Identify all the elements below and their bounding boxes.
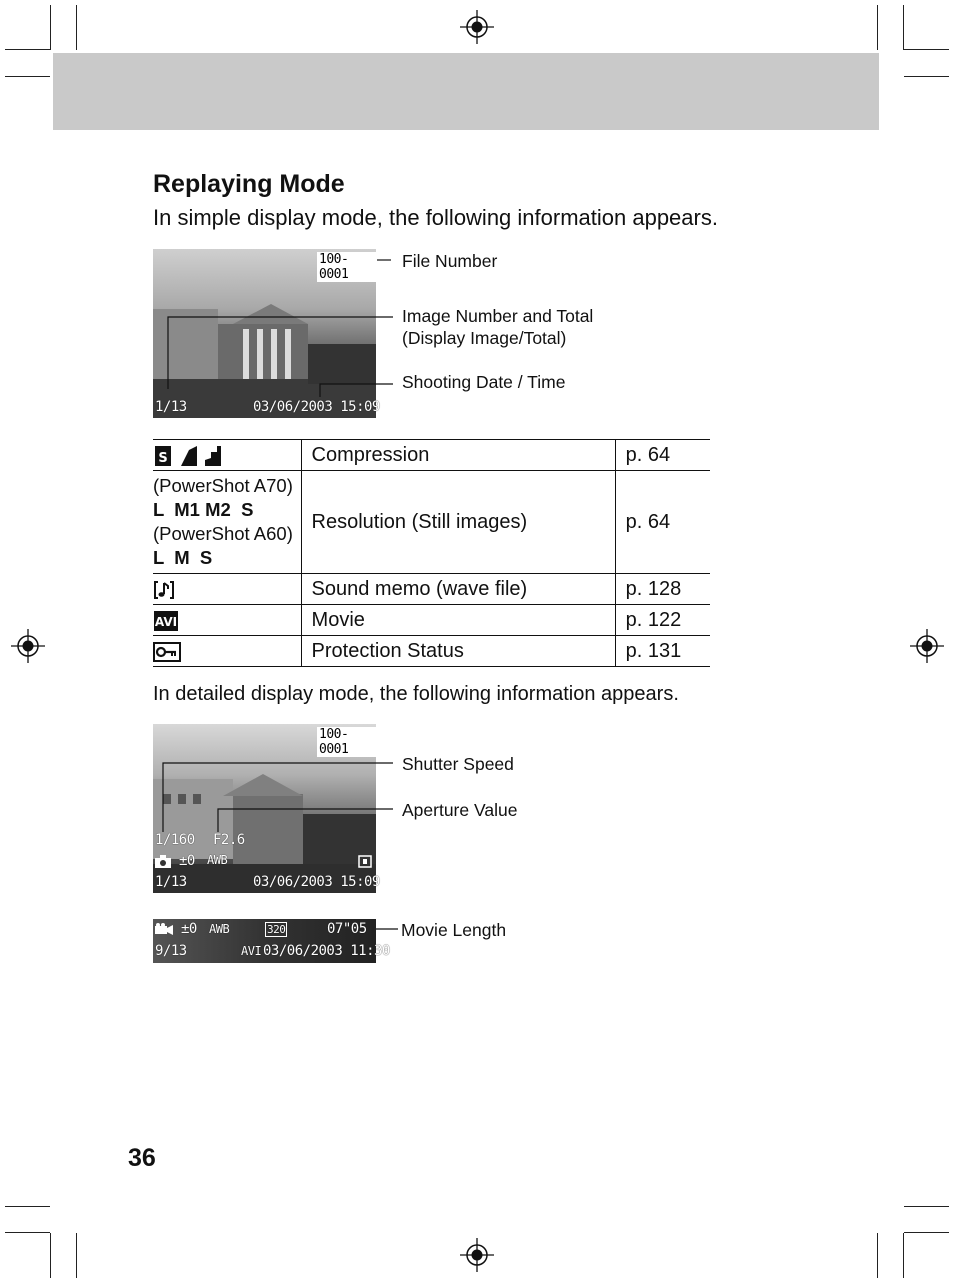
callout-shutter-speed: Shutter Speed [402,754,514,774]
movie-cell [153,605,301,636]
model-a60: (PowerShot A60) [153,523,293,544]
crop-mark [5,49,50,50]
crop-mark [904,1206,949,1207]
crop-mark [877,5,878,50]
osd-exposure: ±0 [181,921,197,937]
svg-text:S: S [158,450,168,466]
table-row [153,574,710,605]
registration-mark-icon [11,629,45,663]
movie-camera-icon [155,923,173,936]
row-page: p. 131 [615,636,710,667]
row-desc: Resolution (Still images) [301,471,615,574]
crop-mark [76,5,77,50]
callout-lines [153,724,398,894]
osd-image-count: 1/13 [155,399,187,415]
osd-wb: AWB [207,853,228,867]
model-a70: (PowerShot A70) [153,475,293,496]
osd-aperture: F2.6 [213,832,245,848]
row-desc: Compression [301,440,615,471]
row-desc: Protection Status [301,636,615,667]
osd-movie-length: 07"05 [327,921,367,937]
key-protect-icon [153,642,181,662]
table-row [153,471,710,574]
sound-memo-icon [153,579,175,601]
crop-mark [5,1206,50,1207]
osd-date-time: 03/06/2003 11:30 [263,943,390,959]
info-table [153,439,710,667]
svg-text:AVI: AVI [154,615,178,630]
callout-shooting-date: Shooting Date / Time [402,372,566,392]
intro-simple-text: In simple display mode, the following information appears. [153,205,718,230]
movie-display-strip [153,919,390,963]
avi-movie-icon [153,610,179,632]
row-page: p. 128 [615,574,710,605]
crop-mark [904,76,949,77]
osd-format: AVI [241,944,262,958]
registration-mark-icon [910,629,944,663]
page-number: 36 [128,1144,156,1172]
row-desc: Movie [301,605,615,636]
resolution-cell [153,471,301,574]
compression-icons-cell [153,440,301,471]
compression-icon [153,444,225,468]
crop-mark [50,1233,51,1278]
callout-movie-length: Movie Length [401,920,507,940]
crop-mark [904,1232,949,1233]
crop-mark [877,1233,878,1278]
row-page: p. 64 [615,440,710,471]
osd-exposure: ±0 [179,853,195,869]
table-row [153,636,710,667]
callout-aperture-value: Aperture Value [402,800,518,820]
sizes-a60: L M S [153,547,213,568]
table-row [153,605,710,636]
osd-resolution: 320 [267,923,286,936]
osd-file-number: 100-0001 [317,252,376,282]
registration-mark-icon [460,10,494,44]
row-desc: Sound memo (wave file) [301,574,615,605]
table-row [153,440,710,471]
crop-mark [5,1232,50,1233]
osd-image-count: 1/13 [155,874,187,890]
row-page: p. 64 [615,471,710,574]
callout-image-number: Image Number and Total [402,306,594,326]
osd-file-number: 100-0001 [317,727,376,757]
osd-count: 9/13 [155,943,187,959]
crop-mark [50,5,51,50]
osd-date-time: 03/06/2003 15:09 [253,874,380,890]
callout-image-number-sub: (Display Image/Total) [402,328,567,348]
sizes-a70: L M1 M2 S [153,499,254,520]
header-band [53,53,879,130]
row-page: p. 122 [615,605,710,636]
crop-mark [903,5,904,50]
osd-date-time: 03/06/2003 15:09 [253,399,380,415]
osd-wb: AWB [209,922,230,936]
callout-lines [153,249,398,419]
crop-mark [76,1233,77,1278]
intro-detailed-text: In detailed display mode, the following information appears. [153,683,679,705]
sound-memo-cell [153,574,301,605]
page-title: Replaying Mode [153,170,345,198]
protection-cell [153,636,301,667]
crop-mark [903,1233,904,1278]
callout-file-number: File Number [402,251,498,271]
callout-lines [376,919,400,939]
crop-mark [5,76,50,77]
crop-mark [904,49,949,50]
osd-shutter: 1/160 [155,832,195,848]
registration-mark-icon [460,1238,494,1272]
